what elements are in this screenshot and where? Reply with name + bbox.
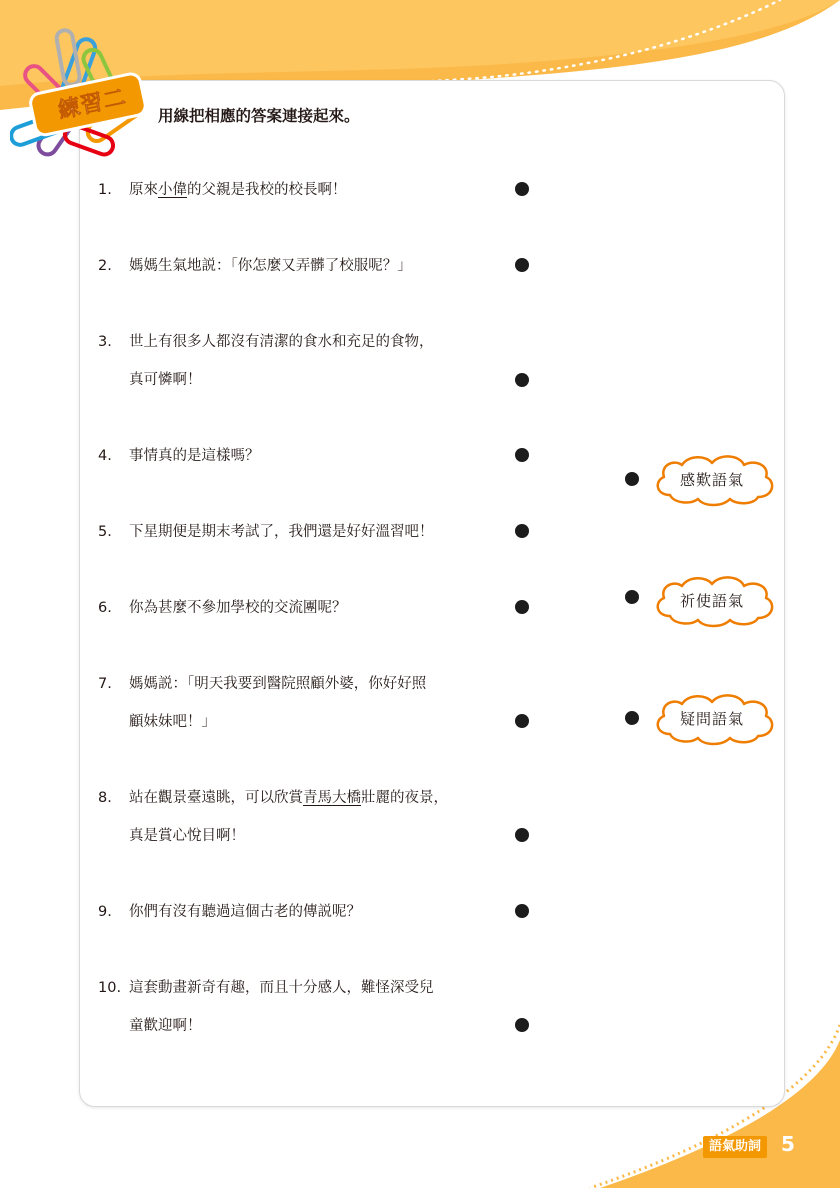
- answer-connect-dot[interactable]: [625, 590, 639, 604]
- badge-label: 練習二: [56, 85, 129, 124]
- question-number: 2.: [98, 258, 112, 274]
- question-connect-dot[interactable]: [515, 714, 529, 728]
- question-connect-dot[interactable]: [515, 258, 529, 272]
- instruction-text: 用線把相應的答案連接起來。: [158, 107, 360, 125]
- question-line: [98, 788, 498, 809]
- question-line-continued: 真可憐啊！: [129, 372, 202, 388]
- answer-cloud: [650, 690, 774, 746]
- question-number: 1.: [98, 182, 112, 198]
- question-line: [98, 256, 498, 277]
- question-number: 5.: [98, 524, 112, 540]
- question-item: [98, 522, 498, 543]
- question-connect-dot[interactable]: [515, 828, 529, 842]
- question-connect-dot[interactable]: [515, 600, 529, 614]
- answer-label: 疑問語氣: [679, 709, 744, 728]
- question-item: [98, 332, 498, 391]
- question-item: [98, 788, 498, 847]
- question-item: [98, 598, 498, 619]
- question-text: 原來: [129, 182, 158, 198]
- question-text: 你為甚麼不參加學校的交流團呢？: [129, 600, 347, 616]
- question-connect-dot[interactable]: [515, 373, 529, 387]
- page-number: 5: [781, 1132, 795, 1156]
- question-item: [98, 902, 498, 923]
- question-line: [98, 332, 498, 353]
- question-item: [98, 446, 498, 467]
- question-number: 8.: [98, 790, 112, 806]
- question-line-continued: 真是賞心悅目啊！: [129, 828, 245, 844]
- question-connect-dot[interactable]: [515, 524, 529, 538]
- answer-label: 感歎語氣: [679, 470, 744, 489]
- question-text: 這套動畫新奇有趣，而且十分感人，難怪深受兒: [129, 980, 434, 996]
- answer-cloud: [650, 572, 774, 628]
- question-line: [98, 674, 498, 695]
- question-line: [98, 902, 498, 923]
- answer-label: 祈使語氣: [679, 591, 744, 610]
- question-number: 7.: [98, 676, 112, 692]
- question-line: [98, 180, 498, 201]
- question-text: 世上有很多人都沒有清潔的食水和充足的食物，: [129, 334, 434, 350]
- answer-connect-dot[interactable]: [625, 711, 639, 725]
- question-connect-dot[interactable]: [515, 448, 529, 462]
- question-line-continued: 童歡迎啊！: [129, 1018, 202, 1034]
- question-line: [98, 446, 498, 467]
- question-connect-dot[interactable]: [515, 1018, 529, 1032]
- question-item: [98, 180, 498, 201]
- question-line-continued: 顧妹妹吧！」: [129, 714, 216, 730]
- answer-connect-dot[interactable]: [625, 472, 639, 486]
- question-connect-dot[interactable]: [515, 904, 529, 918]
- question-text: 的父親是我校的校長啊！: [187, 182, 347, 198]
- question-number: 9.: [98, 904, 112, 920]
- question-item: [98, 978, 498, 1037]
- question-number: 3.: [98, 334, 112, 350]
- question-text: 站在觀景臺遠眺，可以欣賞: [129, 790, 303, 806]
- question-text: 壯麗的夜景，: [361, 790, 448, 806]
- question-number: 4.: [98, 448, 112, 464]
- section-label: 語氣助詞: [703, 1136, 767, 1158]
- question-number: 10.: [98, 980, 122, 996]
- answer-cloud: [650, 451, 774, 507]
- question-text: 媽媽説：「明天我要到醫院照顧外婆，你好好照: [129, 676, 427, 692]
- question-item: [98, 256, 498, 277]
- question-connect-dot[interactable]: [515, 182, 529, 196]
- question-text: 下星期便是期末考試了，我們還是好好溫習吧！: [129, 524, 434, 540]
- question-number: 6.: [98, 600, 112, 616]
- question-text: 事情真的是這樣嗎？: [129, 448, 260, 464]
- question-text: 你們有沒有聽過這個古老的傳説呢？: [129, 904, 361, 920]
- proper-noun-underlined: 青馬大橋: [303, 790, 361, 806]
- question-line: [98, 522, 498, 543]
- proper-noun-underlined: 小偉: [158, 182, 187, 198]
- question-line: [98, 978, 498, 999]
- question-text: 媽媽生氣地説：「你怎麼又弄髒了校服呢？」: [129, 258, 412, 274]
- question-line: [98, 598, 498, 619]
- question-item: [98, 674, 498, 733]
